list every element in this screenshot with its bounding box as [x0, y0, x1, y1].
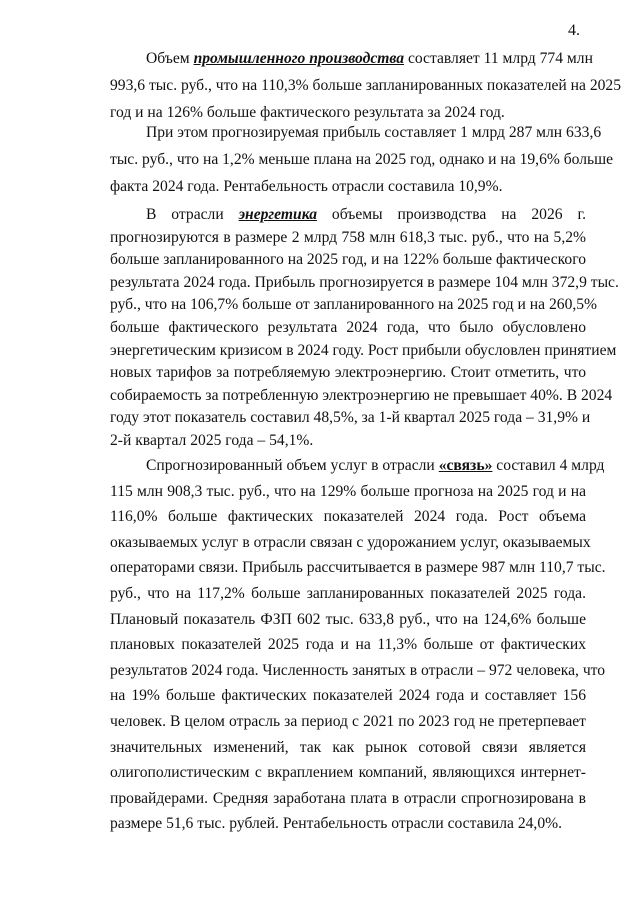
text-line: руб., что на 106,7% больше от запланированного на 2025 год и на 260,5%: [110, 296, 598, 314]
text-line: Плановый показатель ФЗП 602 тыс. 633,8 руб., что на 124,6% больше: [110, 610, 586, 628]
text-line: результатов 2024 года. Численность занятых в отрасли – 972 человека, что: [110, 661, 606, 679]
text-line: [110, 204, 586, 227]
text-line: оказываемых услуг в отрасли связан с удорожанием услуг, оказываемых: [110, 533, 591, 551]
text-line: 115 млн 908,3 тыс. руб., что на 129% больше прогноза на 2025 год и на: [110, 482, 586, 500]
text-line: новых тарифов за потребляемую электроэнергию. Стоит отметить, что: [110, 364, 586, 382]
text-segment: Объем: [146, 50, 194, 67]
paragraph-industry-profit: [110, 119, 614, 200]
text-line: плановых показателей 2025 года и на 11,3% больше от фактических: [110, 636, 586, 654]
text-line: больше запланированного на 2025 год, и на 122% больше фактического: [110, 251, 587, 269]
text-line: 116,0% больше фактических показателей 2024 года. Рост объема: [110, 508, 586, 526]
text-line: 993,6 тыс. руб., что на 110,3% больше запланированных показателей на 2025: [110, 77, 622, 94]
text-line: олигополистическим с вкраплением компаний, являющихся интернет-: [110, 764, 586, 782]
page-number: 4.: [568, 22, 580, 39]
text-line: 2-й квартал 2025 года – 54,1%.: [110, 431, 314, 449]
text-line: собираемость за потребленную электроэнергию не превышает 40%. В 2024: [110, 386, 613, 404]
text-line: значительных изменений, так как рынок сотовой связи является: [110, 738, 586, 756]
text-segment: В отрасли: [146, 206, 239, 223]
text-line: провайдерами. Средняя заработана плата в отрасли спрогнозирована в: [110, 789, 586, 807]
text-line: год и на 126% больше фактического результата за 2024 год.: [110, 104, 505, 121]
text-line: энергетическим кризисом в 2024 году. Рост прибыли обусловлен принятием: [110, 341, 617, 359]
text-line: прогнозируются в размере 2 млрд 758 млн 618,3 тыс. руб., что на 5,2%: [110, 228, 586, 246]
text-line: операторами связи. Прибыль рассчитывается в размере 987 млн 110,7 тыс.: [110, 559, 606, 577]
paragraph-energy: [110, 204, 619, 453]
text-segment: объемы производства на 2026 г.: [317, 206, 586, 223]
text-segment: составляет 11 млрд 774 млн: [404, 50, 593, 67]
text-line: человек. В целом отрасль за период с 2021 по 2023 год не претерпевает: [110, 712, 586, 730]
emphasized-term: «связь»: [438, 457, 493, 474]
text-line: [110, 453, 605, 479]
text-line: результата 2024 года. Прибыль прогнозируется в размере 104 млн 372,9 тыс.: [110, 273, 619, 291]
paragraph-communications: [110, 453, 606, 837]
emphasized-term: энергетика: [238, 206, 318, 223]
text-line: размере 51,6 тыс. рублей. Рентабельность отрасли составила 24,0%.: [110, 815, 563, 833]
text-line: факта 2024 года. Рентабельность отрасли составила 10,9%.: [110, 178, 503, 195]
text-segment: Спрогнозированный объем услуг в отрасли: [146, 457, 439, 474]
text-line: При этом прогнозируемая прибыль составляет 1 млрд 287 млн 633,6: [146, 124, 602, 141]
text-line: руб., что на 117,2% больше запланированных показателей 2025 года.: [110, 584, 586, 602]
text-segment: составил 4 млрд: [492, 457, 605, 474]
paragraph-industry: [110, 45, 622, 126]
text-line: на 19% больше фактических показателей 2024 года и составляет 156: [110, 687, 586, 705]
text-line: больше фактического результата 2024 года, что было обусловлено: [110, 318, 586, 336]
emphasized-term: промышленного производства: [193, 50, 405, 67]
text-line: тыс. руб., что на 1,2% меньше плана на 2025 год, однако и на 19,6% больше: [110, 151, 614, 168]
text-line: году этот показатель составил 48,5%, за 1-й квартал 2025 года – 31,9% и: [110, 409, 591, 427]
text-line: [110, 45, 593, 72]
